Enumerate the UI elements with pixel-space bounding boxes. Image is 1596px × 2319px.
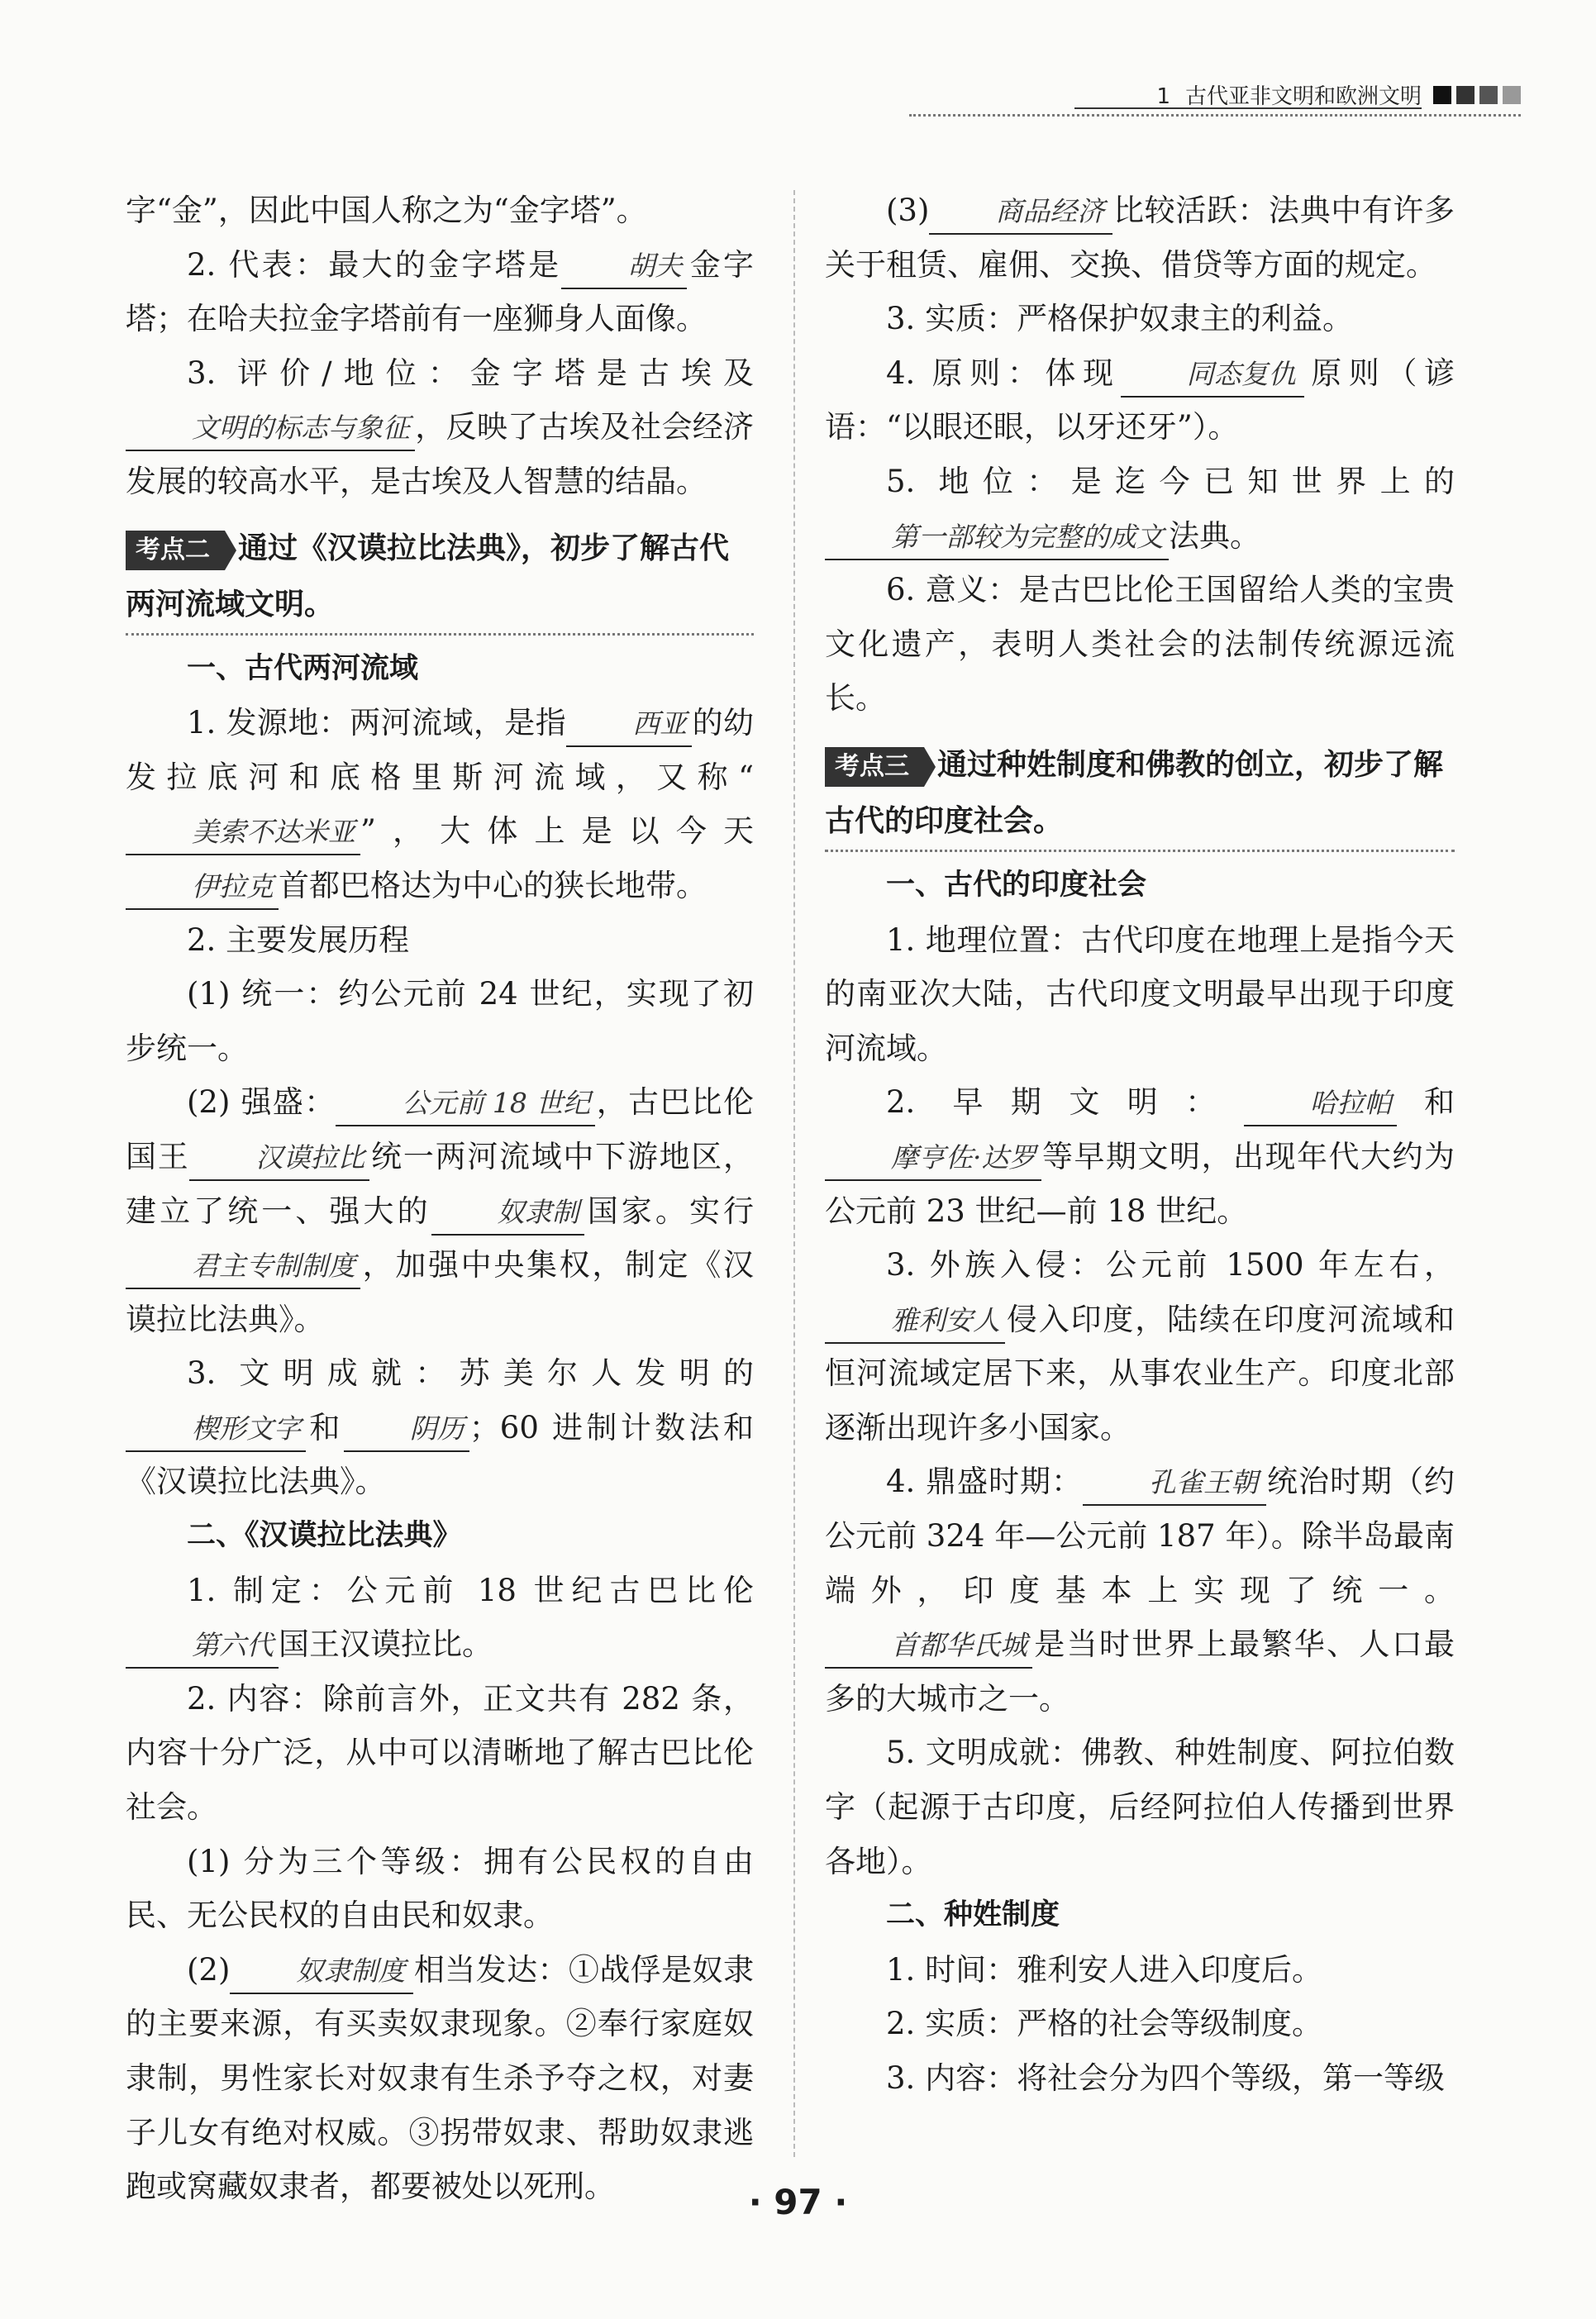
section-heading: 一、古代两河流域 [187, 651, 419, 685]
answer-blank: 西亚 [566, 702, 692, 747]
answer-blank: 摩亨佐·达罗 [825, 1136, 1041, 1181]
paragraph: 4. 鼎盛时期： 孔雀王朝 统治时期（约公元前 324 年—公元前 187 年）。除半岛最南端外，印度基本上实现了统一。首都华氏城 是当时世界上最繁华、人口最多的大城市之一。 [825, 1455, 1455, 1726]
paragraph: 字“金”，因此中国人称之为“金字塔”。 [126, 193, 647, 228]
paragraph: (2) 奴隶制度 相当发达：①战俘是奴隶的主要来源，有买卖奴隶现象。②奉行家庭奴隶制，男性家长对奴隶有生杀予夺之权，对妻子儿女有绝对权威。③拐带奴隶、帮助奴隶逃跑或窝藏奴隶者，都要被处以死刑。 [126, 1943, 754, 2214]
paragraph: 2. 主要发展历程 [187, 921, 410, 958]
paragraph: 3. 内容：将社会分为四个等级，第一等级 [886, 2060, 1446, 2096]
paragraph: (1) 统一：约公元前 24 世纪，实现了初步统一。 [126, 976, 754, 1066]
answer-blank: 第一部较为完整的成文 [825, 516, 1169, 560]
section-heading: 二、种姓制度 [886, 1898, 1060, 1932]
paragraph: 5. 文明成就：佛教、种姓制度、阿拉伯数字（起源于古印度，后经阿拉伯人传播到世界各地）。 [825, 1735, 1455, 1879]
page-number: · 97 · [748, 2182, 848, 2222]
answer-blank: 汉谟拉比 [189, 1136, 369, 1181]
answer-blank: 阴历 [344, 1407, 469, 1452]
paragraph: 4. 原则：体现 同态复仇 原则（谚语：“以眼还眼，以牙还牙”）。 [825, 346, 1455, 455]
header-title [1156, 79, 1422, 110]
header-square-icon [1503, 86, 1521, 104]
section-number: 1 [1156, 84, 1170, 109]
answer-blank: 雅利安人 [825, 1299, 1005, 1344]
paragraph: 2. 代表：最大的金字塔是 胡夫 金字塔；在哈夫拉金字塔前有一座狮身人面像。 [126, 238, 754, 346]
paragraph: 6. 意义：是古巴比伦王国留给人类的宝贵文化遗产，表明人类社会的法制传统源远流长。 [825, 572, 1455, 717]
paragraph: 2. 实质：严格的社会等级制度。 [886, 2006, 1323, 2042]
key-point-heading [825, 737, 1455, 852]
paragraph: 2. 早期文明： 哈拉帕 和摩亨佐·达罗 等早期文明，出现年代大约为公元前 23 世纪—前 18 世纪。 [825, 1075, 1455, 1238]
key-point-text: 通过种姓制度和佛教的创立，初步了解古代的印度社会。 [825, 747, 1444, 838]
paragraph: 5. 地位：是迄今已知世界上的第一部较为完整的成文 法典。 [825, 455, 1455, 563]
header-square-icon [1433, 86, 1451, 104]
paragraph: 1. 制定：公元前 18 世纪古巴比伦第六代 国王汉谟拉比。 [126, 1564, 754, 1672]
answer-blank: 君主专制制度 [126, 1245, 360, 1289]
header-decoration [1433, 86, 1521, 104]
answer-blank: 奴隶制 [431, 1191, 584, 1236]
paragraph: 1. 发源地：两河流域，是指 西亚 的幼发拉底河和底格里斯河流域，又称“美索不达米亚 ”，大体上是以今天伊拉克 首都巴格达为中心的狭长地带。 [126, 696, 754, 912]
key-point-text: 通过《汉谟拉比法典》，初步了解古代两河流域文明。 [126, 531, 730, 621]
header-underline [1074, 107, 1422, 109]
answer-blank: 孔雀王朝 [1083, 1461, 1266, 1506]
answer-blank: 商品经济 [929, 190, 1112, 235]
key-point-tag: 考点二 [126, 531, 225, 570]
answer-blank: 公元前 18 世纪 [336, 1082, 595, 1126]
answer-blank: 首都华氏城 [825, 1624, 1032, 1669]
column-divider [793, 190, 795, 2157]
paragraph: 3. 评价/地位：金字塔是古埃及文明的标志与象征 ，反映了古埃及社会经济发展的较高水平，是古埃及人智慧的结晶。 [126, 355, 754, 499]
paragraph: 1. 地理位置：古代印度在地理上是指今天的南亚次大陆，古代印度文明最早出现于印度河流域。 [825, 921, 1455, 1066]
answer-blank: 美索不达米亚 [126, 811, 360, 855]
paragraph: 2. 内容：除前言外，正文共有 282 条，内容十分广泛，从中可以清晰地了解古巴比伦社会。 [126, 1680, 754, 1826]
header-square-icon [1456, 86, 1475, 104]
answer-blank: 第六代 [126, 1624, 279, 1669]
answer-blank: 哈拉帕 [1244, 1082, 1397, 1126]
paragraph: (3) 商品经济 比较活跃：法典中有许多关于租赁、雇佣、交换、借贷等方面的规定。 [825, 183, 1455, 292]
chapter-title: 古代亚非文明和欧洲文明 [1184, 84, 1422, 109]
paragraph: 1. 时间：雅利安人进入印度后。 [886, 1951, 1323, 1988]
right-column [825, 183, 1455, 2106]
answer-blank: 伊拉克 [126, 865, 279, 910]
answer-blank: 胡夫 [561, 245, 687, 289]
header-square-icon [1479, 86, 1498, 104]
key-point-tag: 考点三 [825, 747, 924, 787]
section-heading: 一、古代的印度社会 [886, 868, 1147, 902]
answer-blank: 同态复仇 [1121, 353, 1304, 398]
paragraph: (1) 分为三个等级：拥有公民权的自由民、无公民权的自由民和奴隶。 [126, 1843, 754, 1934]
section-heading: 二、《汉谟拉比法典》 [187, 1519, 462, 1553]
paragraph: 3. 外族入侵：公元前 1500 年左右，雅利安人 侵入印度，陆续在印度河流域和恒河流域定居下来，从事农业生产。印度北部逐渐出现许多小国家。 [825, 1247, 1455, 1445]
paragraph: 3. 实质：严格保护奴隶主的利益。 [886, 301, 1354, 337]
answer-blank: 奴隶制度 [230, 1950, 413, 1994]
header-dotted-rule [909, 114, 1521, 117]
key-point-heading [126, 521, 754, 636]
paragraph: 3. 文明成就：苏美尔人发明的楔形文字 和 阴历 ；60 进制计数法和《汉谟拉比法典》。 [126, 1355, 755, 1500]
answer-blank: 楔形文字 [126, 1407, 306, 1452]
answer-blank: 文明的标志与象征 [126, 407, 415, 451]
paragraph: (2) 强盛： 公元前 18 世纪 ，古巴比伦国王 汉谟拉比 统一两河流域中下游地区，建立了统一、强大的 奴隶制 国家。实行君主专制制度 ，加强中央集权，制定《汉谟拉比法典》。 [126, 1075, 754, 1346]
left-column [126, 183, 754, 2214]
running-header [909, 76, 1521, 126]
